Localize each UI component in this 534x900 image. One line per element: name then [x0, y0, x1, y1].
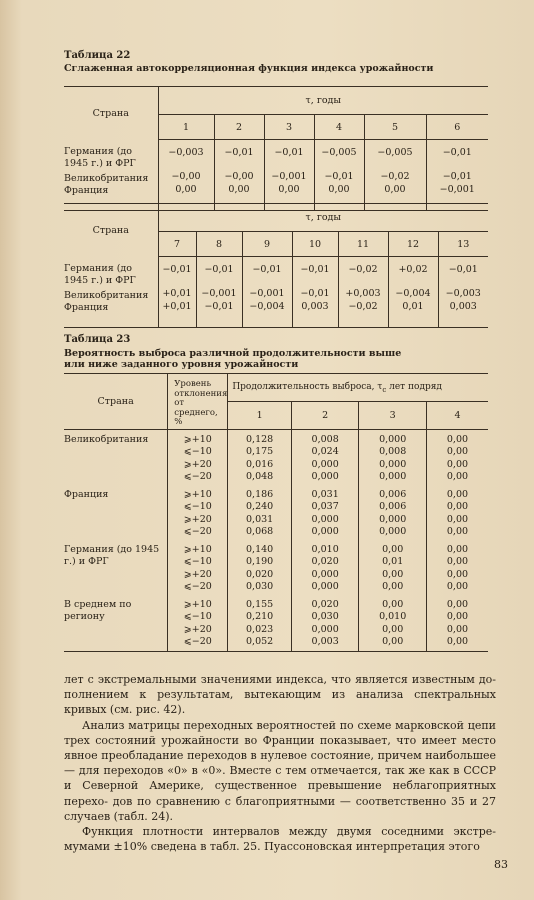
table23-country-list — [64, 430, 168, 652]
value-cell: −0,00 — [224, 171, 254, 182]
value-cell: +0,003 — [345, 288, 381, 299]
level-value: ⩾+10 — [183, 544, 212, 555]
table22-country-list — [64, 140, 158, 211]
value-cell: +0,01 — [162, 288, 192, 299]
probability-value: 0,00 — [382, 581, 404, 593]
table23-value-col — [426, 430, 488, 652]
table23-value-col — [359, 430, 427, 652]
probability-value: 0,000 — [379, 434, 407, 445]
table22b-country-header: Страна — [92, 224, 129, 236]
value-cell: 0,00 — [278, 184, 300, 195]
probability-value: 0,00 — [382, 544, 404, 555]
probability-value: 0,006 — [379, 489, 407, 500]
level-value: ⩾+20 — [183, 623, 212, 635]
value-cell: −0,01 — [204, 264, 234, 275]
value-cell: −0,005 — [321, 147, 357, 158]
country-france: Франция — [64, 184, 109, 196]
text-line: лет с экстремальными значениями индекса, что является известным до- — [64, 673, 496, 686]
group-country-name: В среднем по региону — [64, 599, 132, 622]
probability-value: 0,210 — [246, 611, 274, 623]
value-cell: 0,00 — [228, 184, 250, 195]
probability-value: 0,016 — [246, 458, 274, 470]
level-value: ⩽−10 — [183, 556, 212, 568]
probability-value: 0,00 — [446, 636, 469, 648]
probability-value: 0,00 — [446, 611, 469, 623]
probability-value: 0,000 — [311, 458, 339, 470]
probability-value: 0,128 — [246, 434, 274, 445]
table22-tau-header: τ, годы — [158, 87, 488, 115]
probability-value: 0,240 — [246, 501, 274, 513]
lag-header: 10 — [292, 232, 338, 257]
paragraph-1 — [64, 672, 496, 718]
table22-part1 — [64, 86, 488, 211]
value-cell: +0,01 — [162, 301, 192, 312]
level-value: ⩽−20 — [183, 636, 212, 648]
country-germany: Германия (до 1945 г.) и ФРГ — [64, 145, 136, 169]
paragraph-3 — [64, 824, 496, 854]
probability-value: 0,00 — [446, 581, 469, 593]
text-line: Анализ матрицы переходных вероятностей по схеме марковской цепи — [82, 718, 496, 732]
lag-header: 6 — [426, 115, 488, 140]
value-cell: −0,003 — [445, 288, 481, 299]
lag-header: 9 — [242, 232, 292, 257]
level-value: ⩾+20 — [183, 458, 212, 470]
text-line: для переходов «0» в «0». Вместе с тем отмечается, так же как в СССР и — [64, 764, 496, 793]
page-number: 83 — [494, 858, 508, 871]
probability-value: 0,00 — [446, 501, 469, 513]
duration-col-header: 2 — [291, 402, 359, 430]
table23-caption-line: или ниже заданного уровня урожайности — [64, 359, 299, 370]
probability-value: 0,000 — [379, 471, 407, 483]
probability-value: 0,037 — [311, 501, 339, 513]
duration-header-tail: лет подряд — [386, 381, 442, 392]
group-country-name: Великобритания — [64, 434, 149, 445]
level-header-line: от среднего, — [174, 398, 218, 418]
value-cell: 0,00 — [328, 184, 350, 195]
table22-country-header: Страна — [92, 107, 129, 119]
country-france: Франция — [64, 301, 109, 313]
value-cell: −0,01 — [300, 288, 330, 299]
probability-value: 0,00 — [382, 636, 404, 648]
table23-duration-header — [228, 374, 488, 402]
probability-value: 0,00 — [446, 623, 469, 635]
country-germany: Германия (до 1945 г.) и ФРГ — [64, 262, 136, 286]
level-header-line: Уровень — [174, 379, 212, 389]
probability-value: 0,023 — [246, 623, 274, 635]
probability-value: 0,030 — [311, 611, 339, 623]
level-value: ⩽−10 — [183, 501, 212, 513]
probability-value: 0,068 — [246, 526, 274, 538]
value-cell: −0,001 — [249, 288, 285, 299]
probability-value: 0,00 — [446, 526, 469, 538]
value-cell: −0,01 — [224, 147, 254, 158]
probability-value: 0,00 — [446, 513, 469, 525]
probability-value: 0,190 — [246, 556, 274, 568]
lag-header: 8 — [196, 232, 242, 257]
lag-header: 7 — [158, 232, 196, 257]
value-cell: −0,001 — [201, 288, 237, 299]
value-cell: −0,01 — [300, 264, 330, 275]
value-cell: −0,01 — [274, 147, 304, 158]
table23-level-list — [168, 430, 228, 652]
probability-value: 0,024 — [311, 446, 339, 458]
value-cell: −0,01 — [448, 264, 478, 275]
probability-value: 0,00 — [382, 623, 404, 635]
text-line: полнением к результатам, вытекающим из анализа спектральных кривых — [64, 688, 496, 717]
probability-value: 0,00 — [382, 599, 404, 610]
value-cell: −0,01 — [252, 264, 282, 275]
text-line: Функция плотности интервалов между двумя соседними экстре- — [82, 825, 496, 839]
probability-value: 0,008 — [379, 446, 407, 458]
value-cell: −0,02 — [380, 171, 410, 182]
country-uk: Великобритания — [64, 289, 149, 301]
country-uk: Великобритания — [64, 172, 149, 184]
value-cell: 0,003 — [301, 301, 329, 312]
probability-value: 0,00 — [446, 568, 469, 580]
lag-header: 2 — [214, 115, 264, 140]
value-cell: 0,003 — [449, 301, 477, 312]
probability-value: 0,010 — [379, 611, 407, 623]
table22-number: Таблица 22 — [64, 50, 131, 61]
level-value: ⩽−20 — [183, 471, 212, 483]
probability-value: 0,000 — [379, 513, 407, 525]
value-cell: −0,02 — [348, 301, 378, 312]
probability-value: 0,052 — [246, 636, 274, 648]
probability-value: 0,01 — [382, 556, 404, 568]
group-country-name: Германия (до 1945 г.) и ФРГ — [64, 544, 160, 567]
value-cell: −0,003 — [168, 147, 204, 158]
table23-country-header: Страна — [64, 374, 168, 430]
value-cell: −0,01 — [442, 147, 472, 158]
level-value: ⩽−20 — [183, 526, 212, 538]
group-country-name: Франция — [64, 489, 109, 500]
table22-part2 — [64, 203, 488, 328]
level-value: ⩾+20 — [183, 568, 212, 580]
value-cell: −0,01 — [204, 301, 234, 312]
probability-value: 0,000 — [379, 458, 407, 470]
value-cell: −0,01 — [324, 171, 354, 182]
text-line: трех состояний урожайности во Франции показывает, что имеет место — [64, 733, 496, 747]
table23-caption-line: Вероятность выброса различной продолжительности выше — [64, 348, 402, 359]
duration-col-header: 3 — [359, 402, 427, 430]
lag-header: 1 — [158, 115, 214, 140]
lag-header: 11 — [338, 232, 388, 257]
probability-value: 0,008 — [311, 434, 339, 445]
level-header-line: % — [174, 417, 183, 427]
table23-caption — [64, 348, 401, 370]
duration-col-header: 4 — [426, 402, 488, 430]
table22-caption: Сглаженная автокорреляционная функция индекса урожайности — [64, 63, 434, 74]
probability-value: 0,003 — [311, 636, 339, 648]
probability-value: 0,00 — [382, 568, 404, 580]
table22b-tau-header: τ, годы — [158, 204, 488, 232]
probability-value: 0,00 — [446, 544, 469, 555]
value-cell: −0,02 — [348, 264, 378, 275]
text-line: (см. рис. 42). — [109, 703, 186, 717]
text-line: дов по сравнению с благоприятными — соответственно 35 и 27 случаев — [64, 794, 496, 823]
table23-level-header — [168, 374, 228, 430]
level-value: ⩾+10 — [183, 489, 212, 500]
probability-value: 0,000 — [311, 513, 339, 525]
probability-value: 0,031 — [311, 489, 339, 500]
value-cell: −0,001 — [439, 184, 475, 195]
probability-value: 0,020 — [246, 568, 274, 580]
value-cell: −0,01 — [442, 171, 472, 182]
probability-value: 0,048 — [246, 471, 274, 483]
value-cell: 0,00 — [175, 184, 197, 195]
text-line: Северной Америке, существенное превышение неблагоприятных перехо- — [64, 779, 496, 808]
level-value: ⩽−10 — [183, 611, 212, 623]
paragraph-2 — [64, 718, 496, 824]
probability-value: 0,030 — [246, 581, 274, 593]
table22b-country-list — [64, 257, 158, 328]
value-cell: −0,001 — [271, 171, 307, 182]
lag-header: 13 — [438, 232, 488, 257]
value-cell: −0,004 — [249, 301, 285, 312]
value-cell: 0,01 — [402, 301, 424, 312]
probability-value: 0,186 — [246, 489, 274, 500]
text-line: (табл. 24). — [113, 809, 173, 823]
probability-value: 0,00 — [446, 556, 469, 568]
value-cell: −0,01 — [162, 264, 192, 275]
lag-header: 4 — [314, 115, 364, 140]
value-cell: −0,005 — [377, 147, 413, 158]
table23-value-col — [228, 430, 292, 652]
probability-value: 0,000 — [311, 623, 339, 635]
probability-value: 0,155 — [246, 599, 274, 610]
probability-value: 0,000 — [311, 526, 339, 538]
probability-value: 0,031 — [246, 513, 274, 525]
probability-value: 0,00 — [446, 471, 469, 483]
text-line: мумами ±10% сведена в табл. 25. Пуассоновская интерпретация этого — [64, 840, 480, 854]
level-value: ⩽−10 — [183, 446, 212, 458]
level-value: ⩾+20 — [183, 513, 212, 525]
probability-value: 0,00 — [446, 446, 469, 458]
duration-header-sub: c — [382, 385, 387, 394]
table23-number: Таблица 23 — [64, 334, 131, 345]
table23 — [64, 373, 488, 652]
body-text — [64, 672, 496, 854]
level-value: ⩾+10 — [183, 434, 212, 445]
probability-value: 0,00 — [446, 458, 469, 470]
probability-value: 0,00 — [446, 489, 469, 500]
probability-value: 0,010 — [311, 544, 339, 555]
level-value: ⩽−20 — [183, 581, 212, 593]
probability-value: 0,000 — [311, 581, 339, 593]
probability-value: 0,00 — [446, 434, 469, 445]
probability-value: 0,000 — [379, 526, 407, 538]
lag-header: 5 — [364, 115, 426, 140]
probability-value: 0,140 — [246, 544, 274, 555]
lag-header: 3 — [264, 115, 314, 140]
value-cell: +0,02 — [398, 264, 428, 275]
probability-value: 0,006 — [379, 501, 407, 513]
level-value: ⩾+10 — [183, 599, 212, 610]
probability-value: 0,020 — [311, 599, 339, 610]
lag-header: 12 — [388, 232, 438, 257]
table23-value-col — [291, 430, 359, 652]
duration-header-text: Продолжительность выброса, τ — [232, 381, 383, 392]
duration-col-header: 1 — [228, 402, 292, 430]
probability-value: 0,175 — [246, 446, 274, 458]
probability-value: 0,00 — [446, 599, 469, 610]
value-cell: −0,004 — [395, 288, 431, 299]
level-header-line: отклонения — [174, 388, 228, 399]
text-line: явное преобладание переходов в нулевое состояние, причем наибольшее — — [64, 749, 496, 778]
value-cell: 0,00 — [384, 184, 406, 195]
probability-value: 0,020 — [311, 556, 339, 568]
value-cell: −0,00 — [171, 171, 201, 182]
probability-value: 0,000 — [311, 568, 339, 580]
probability-value: 0,000 — [311, 471, 339, 483]
